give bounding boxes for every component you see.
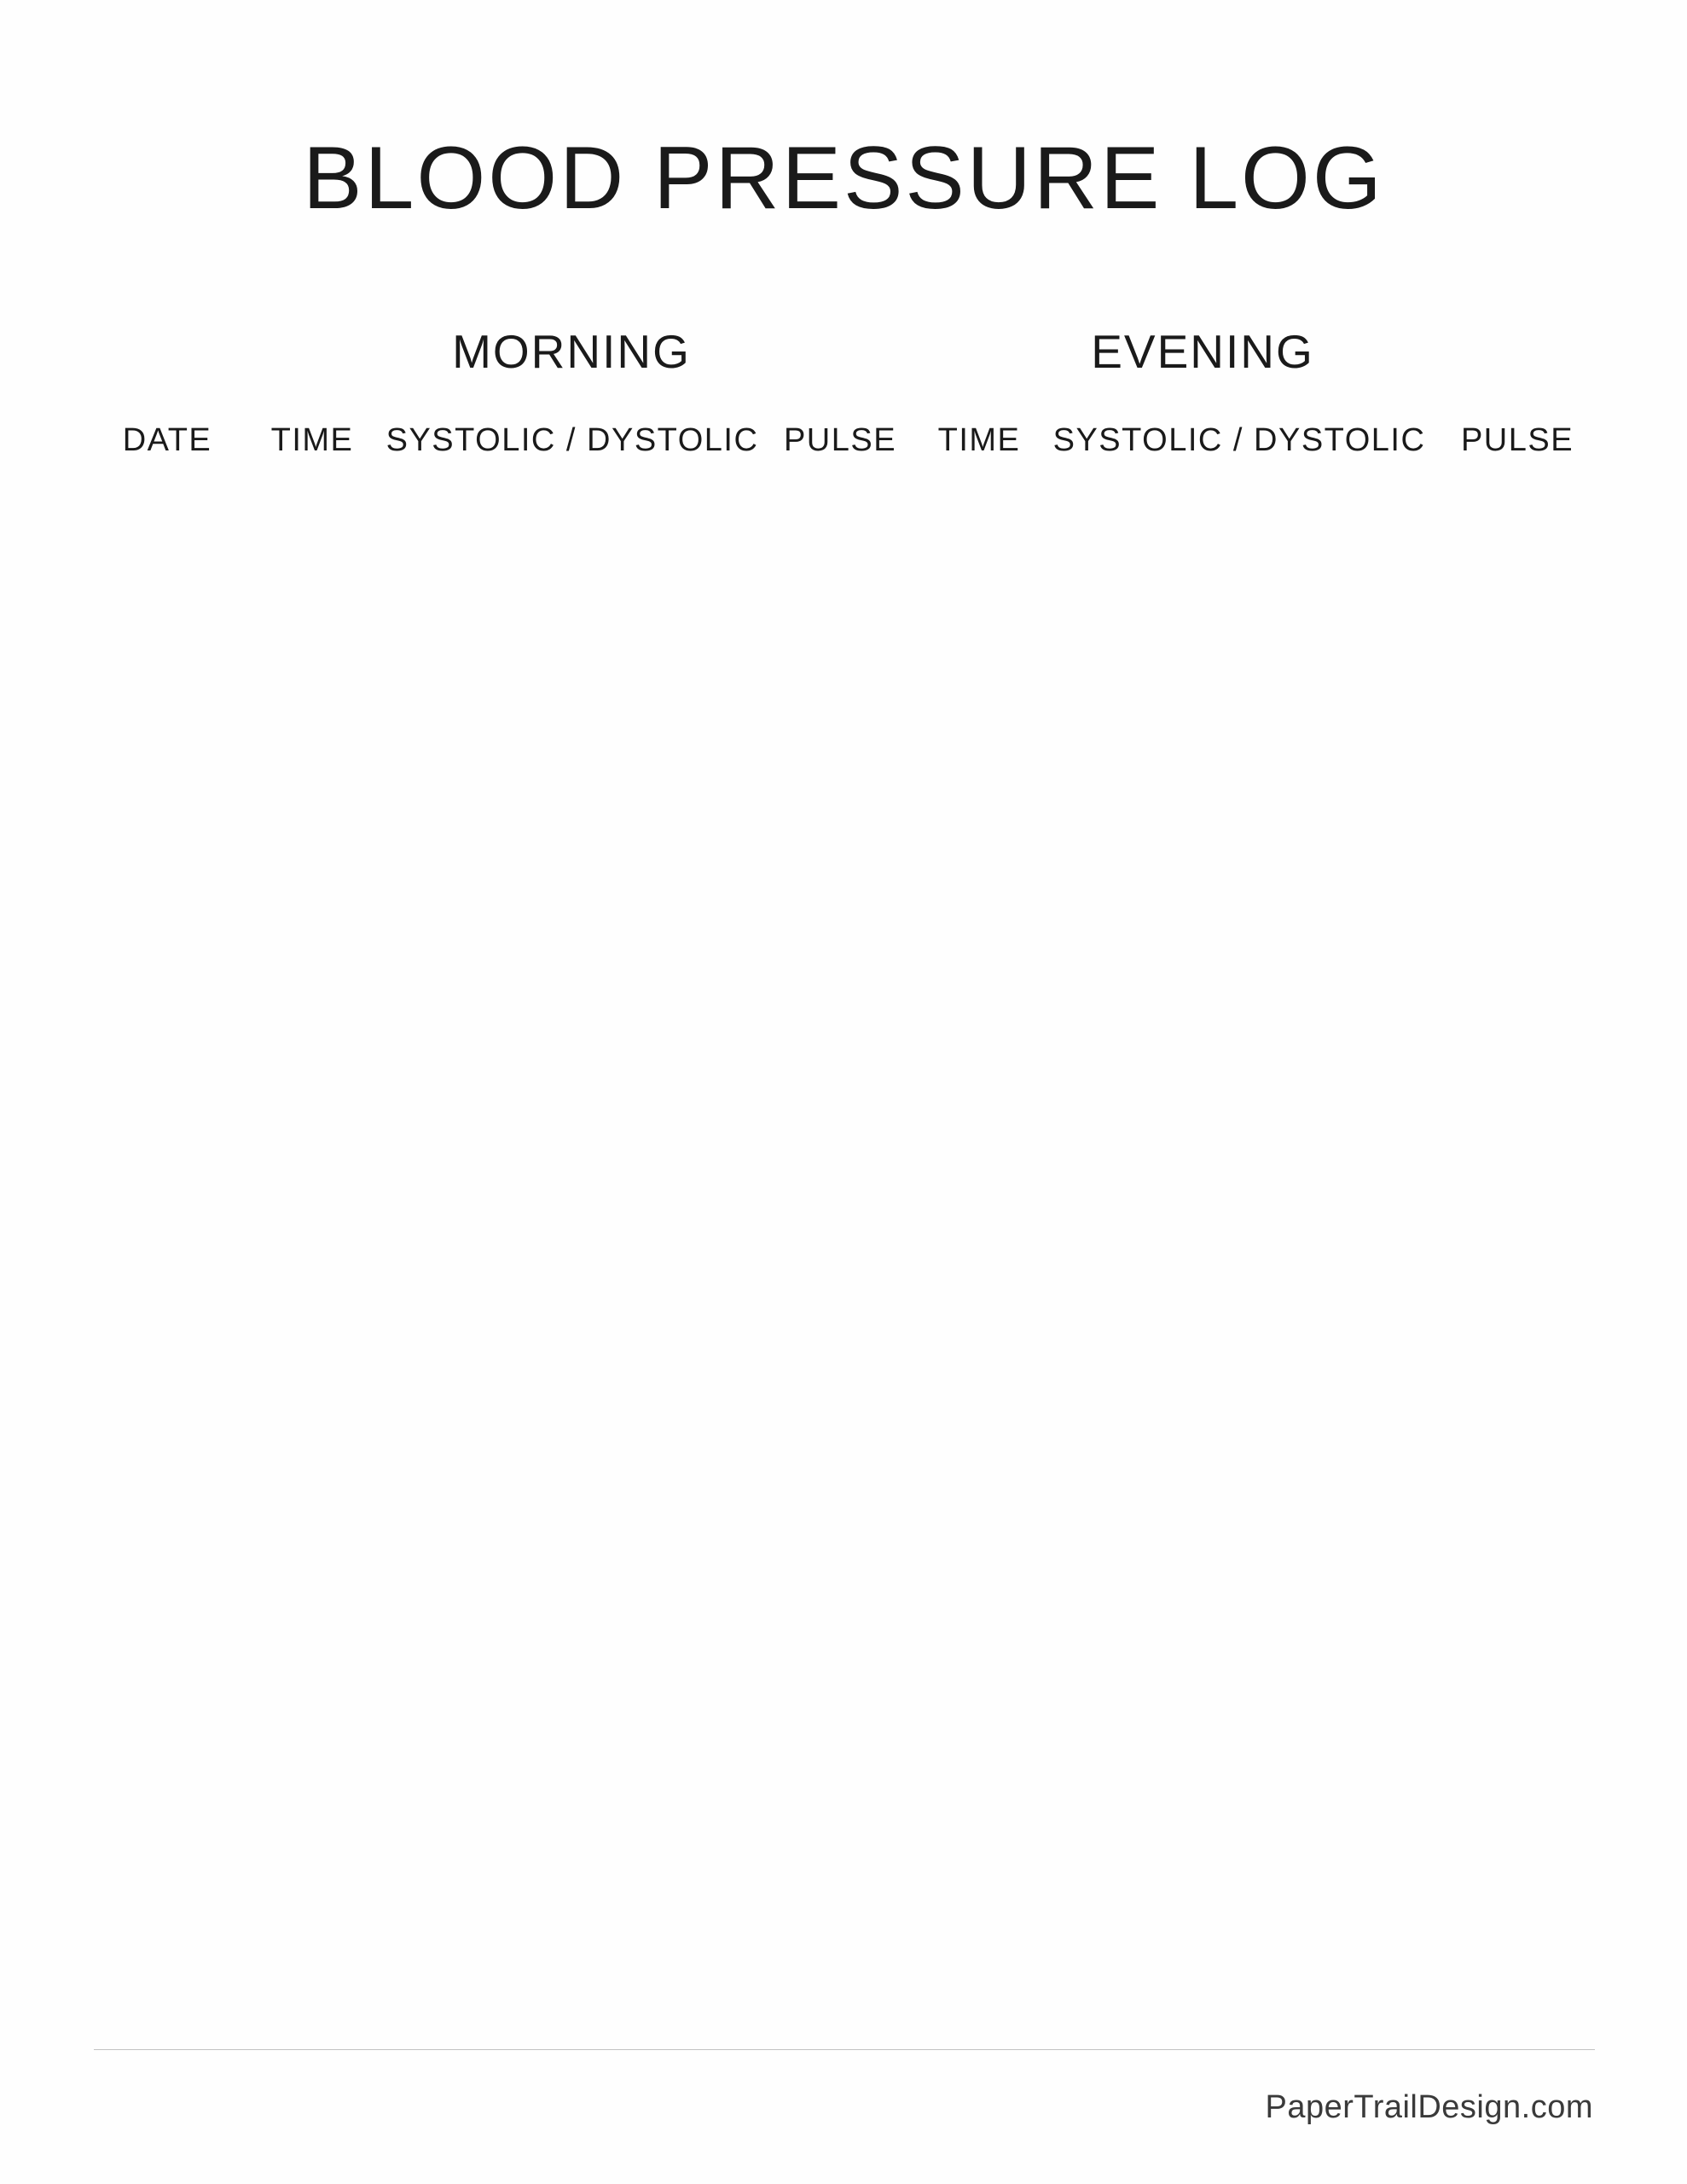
- cell-date[interactable]: [94, 1102, 241, 1165]
- cell-date[interactable]: [94, 597, 241, 660]
- cell-separator-2: [907, 1481, 919, 1544]
- cell-evening-time[interactable]: [919, 1860, 1039, 1923]
- cell-evening-time[interactable]: [919, 1923, 1039, 1986]
- cell-morning-reading[interactable]: [372, 1923, 773, 1986]
- cell-evening-time[interactable]: [919, 1165, 1039, 1228]
- cell-separator-1: [241, 471, 252, 534]
- cell-evening-pulse[interactable]: [1440, 1228, 1595, 1292]
- cell-morning-reading[interactable]: [372, 787, 773, 850]
- table-row[interactable]: [94, 1923, 1595, 1986]
- column-header-evening-pulse: PULSE: [1460, 421, 1574, 458]
- cell-evening-time[interactable]: [919, 1607, 1039, 1670]
- cell-evening-pulse[interactable]: [1440, 597, 1595, 660]
- cell-morning-pulse[interactable]: [773, 1355, 907, 1418]
- table-row[interactable]: [94, 1165, 1595, 1228]
- cell-morning-reading[interactable]: [372, 534, 773, 597]
- cell-morning-pulse[interactable]: [773, 787, 907, 850]
- cell-morning-time[interactable]: [252, 913, 372, 976]
- cell-separator-2: [907, 850, 919, 913]
- cell-evening-time[interactable]: [919, 1292, 1039, 1355]
- cell-evening-pulse[interactable]: [1440, 1165, 1595, 1228]
- cell-morning-time[interactable]: [252, 1418, 372, 1481]
- cell-morning-pulse[interactable]: [773, 1607, 907, 1670]
- cell-evening-reading[interactable]: [1039, 1607, 1440, 1670]
- section-heading-evening: EVENING: [1091, 325, 1314, 378]
- cell-morning-pulse[interactable]: [773, 1292, 907, 1355]
- cell-morning-pulse[interactable]: [773, 1039, 907, 1102]
- cell-date[interactable]: [94, 976, 241, 1039]
- cell-evening-reading[interactable]: [1039, 1670, 1440, 1734]
- cell-separator-2: [907, 1607, 919, 1670]
- cell-evening-pulse[interactable]: [1440, 1292, 1595, 1355]
- cell-morning-pulse[interactable]: [773, 597, 907, 660]
- cell-date[interactable]: [94, 850, 241, 913]
- cell-evening-pulse[interactable]: [1440, 1355, 1595, 1418]
- cell-date[interactable]: [94, 1165, 241, 1228]
- table-row[interactable]: [94, 1860, 1595, 1923]
- cell-separator-1: [241, 1607, 252, 1670]
- table-header: [94, 410, 1595, 471]
- cell-evening-pulse[interactable]: [1440, 1670, 1595, 1734]
- cell-date[interactable]: [94, 1607, 241, 1670]
- cell-morning-time[interactable]: [252, 1355, 372, 1418]
- cell-morning-time[interactable]: [252, 1228, 372, 1292]
- cell-separator-2: [907, 660, 919, 723]
- cell-separator-2: [907, 1544, 919, 1607]
- column-header-morning-pulse: PULSE: [783, 421, 897, 458]
- cell-evening-reading[interactable]: [1039, 471, 1440, 534]
- cell-morning-pulse[interactable]: [773, 976, 907, 1039]
- cell-morning-time[interactable]: [252, 1165, 372, 1228]
- cell-evening-pulse[interactable]: [1440, 787, 1595, 850]
- cell-evening-time[interactable]: [919, 787, 1039, 850]
- cell-date[interactable]: [94, 1418, 241, 1481]
- table-row[interactable]: [94, 787, 1595, 850]
- cell-separator-1: [241, 723, 252, 787]
- cell-date[interactable]: [94, 1355, 241, 1418]
- cell-morning-time[interactable]: [252, 1670, 372, 1734]
- cell-date[interactable]: [94, 471, 241, 534]
- cell-separator-1: [241, 850, 252, 913]
- cell-separator-1: [241, 976, 252, 1039]
- cell-morning-pulse[interactable]: [773, 1797, 907, 1860]
- cell-morning-reading[interactable]: [372, 1418, 773, 1481]
- cell-separator-1: [241, 787, 252, 850]
- cell-evening-reading[interactable]: [1039, 1102, 1440, 1165]
- cell-evening-time[interactable]: [919, 913, 1039, 976]
- cell-morning-reading[interactable]: [372, 976, 773, 1039]
- table-row[interactable]: [94, 1481, 1595, 1544]
- table-row[interactable]: [94, 597, 1595, 660]
- table-row[interactable]: [94, 660, 1595, 723]
- cell-date[interactable]: [94, 1734, 241, 1797]
- cell-morning-time[interactable]: [252, 723, 372, 787]
- cell-date[interactable]: [94, 1797, 241, 1860]
- cell-morning-pulse[interactable]: [773, 1228, 907, 1292]
- cell-evening-reading[interactable]: [1039, 1292, 1440, 1355]
- cell-evening-reading[interactable]: [1039, 1923, 1440, 1986]
- column-separator-2: [907, 410, 919, 471]
- cell-evening-time[interactable]: [919, 1734, 1039, 1797]
- cell-date[interactable]: [94, 787, 241, 850]
- cell-morning-pulse[interactable]: [773, 534, 907, 597]
- cell-separator-1: [241, 1797, 252, 1860]
- table-row[interactable]: [94, 1607, 1595, 1670]
- cell-morning-reading[interactable]: [372, 1165, 773, 1228]
- cell-evening-pulse[interactable]: [1440, 850, 1595, 913]
- cell-morning-reading[interactable]: [372, 1228, 773, 1292]
- cell-morning-reading[interactable]: [372, 1355, 773, 1418]
- cell-evening-pulse[interactable]: [1440, 471, 1595, 534]
- cell-separator-2: [907, 1670, 919, 1734]
- cell-separator-2: [907, 1418, 919, 1481]
- table-header-row: [94, 410, 1595, 471]
- cell-evening-pulse[interactable]: [1440, 723, 1595, 787]
- cell-morning-reading[interactable]: [372, 1860, 773, 1923]
- cell-evening-pulse[interactable]: [1440, 1102, 1595, 1165]
- cell-separator-2: [907, 787, 919, 850]
- table-body: [94, 471, 1595, 2050]
- cell-evening-reading[interactable]: [1039, 913, 1440, 976]
- cell-separator-1: [241, 1544, 252, 1607]
- footer-credit: PaperTrailDesign.com: [1265, 2089, 1593, 2125]
- cell-date[interactable]: [94, 1860, 241, 1923]
- table-row[interactable]: [94, 913, 1595, 976]
- cell-morning-time[interactable]: [252, 1734, 372, 1797]
- cell-date[interactable]: [94, 534, 241, 597]
- cell-morning-time[interactable]: [252, 976, 372, 1039]
- cell-separator-2: [907, 1986, 919, 2050]
- cell-separator-1: [241, 1355, 252, 1418]
- cell-evening-reading[interactable]: [1039, 1986, 1440, 2050]
- table-row[interactable]: [94, 1797, 1595, 1860]
- section-heading-morning: MORNING: [452, 325, 691, 378]
- cell-evening-reading[interactable]: [1039, 787, 1440, 850]
- cell-morning-reading[interactable]: [372, 1986, 773, 2050]
- cell-evening-time[interactable]: [919, 1039, 1039, 1102]
- cell-evening-time[interactable]: [919, 1544, 1039, 1607]
- cell-evening-time[interactable]: [919, 976, 1039, 1039]
- cell-separator-2: [907, 1734, 919, 1797]
- cell-evening-pulse[interactable]: [1440, 1923, 1595, 1986]
- cell-morning-time[interactable]: [252, 1986, 372, 2050]
- cell-morning-time[interactable]: [252, 1797, 372, 1860]
- cell-morning-time[interactable]: [252, 850, 372, 913]
- cell-morning-time[interactable]: [252, 471, 372, 534]
- cell-morning-reading[interactable]: [372, 1102, 773, 1165]
- table-row[interactable]: [94, 1986, 1595, 2050]
- page-title: BLOOD PRESSURE LOG: [303, 129, 1384, 228]
- cell-evening-time[interactable]: [919, 1228, 1039, 1292]
- cell-evening-time[interactable]: [919, 850, 1039, 913]
- cell-separator-1: [241, 1165, 252, 1228]
- cell-morning-pulse[interactable]: [773, 1860, 907, 1923]
- cell-morning-pulse[interactable]: [773, 1418, 907, 1481]
- table-row[interactable]: [94, 1355, 1595, 1418]
- cell-evening-time[interactable]: [919, 1986, 1039, 2050]
- cell-evening-pulse[interactable]: [1440, 1544, 1595, 1607]
- cell-morning-time[interactable]: [252, 534, 372, 597]
- cell-morning-pulse[interactable]: [773, 1102, 907, 1165]
- cell-evening-time[interactable]: [919, 723, 1039, 787]
- cell-evening-reading[interactable]: [1039, 976, 1440, 1039]
- column-header-evening-time: TIME: [937, 421, 1021, 458]
- cell-date[interactable]: [94, 1670, 241, 1734]
- cell-evening-reading[interactable]: [1039, 1418, 1440, 1481]
- cell-separator-1: [241, 1039, 252, 1102]
- cell-separator-1: [241, 1228, 252, 1292]
- cell-morning-time[interactable]: [252, 1923, 372, 1986]
- cell-morning-pulse[interactable]: [773, 1670, 907, 1734]
- table-row[interactable]: [94, 1418, 1595, 1481]
- cell-evening-pulse[interactable]: [1440, 1986, 1595, 2050]
- column-separator-1: [241, 410, 252, 471]
- cell-date[interactable]: [94, 723, 241, 787]
- cell-morning-pulse[interactable]: [773, 723, 907, 787]
- cell-evening-time[interactable]: [919, 1102, 1039, 1165]
- cell-evening-reading[interactable]: [1039, 660, 1440, 723]
- cell-evening-reading[interactable]: [1039, 1544, 1440, 1607]
- cell-evening-reading[interactable]: [1039, 597, 1440, 660]
- blood-pressure-table: [94, 410, 1595, 2050]
- cell-evening-time[interactable]: [919, 597, 1039, 660]
- cell-morning-reading[interactable]: [372, 660, 773, 723]
- cell-separator-2: [907, 1228, 919, 1292]
- cell-separator-2: [907, 1165, 919, 1228]
- cell-date[interactable]: [94, 1039, 241, 1102]
- cell-date[interactable]: [94, 1228, 241, 1292]
- cell-morning-reading[interactable]: [372, 913, 773, 976]
- cell-separator-1: [241, 1670, 252, 1734]
- cell-separator-2: [907, 1860, 919, 1923]
- cell-morning-pulse[interactable]: [773, 850, 907, 913]
- cell-separator-1: [241, 1734, 252, 1797]
- cell-separator-1: [241, 1986, 252, 2050]
- cell-date[interactable]: [94, 1986, 241, 2050]
- cell-separator-2: [907, 1797, 919, 1860]
- column-header-morning-reading: SYSTOLIC / DYSTOLIC: [386, 421, 759, 458]
- cell-evening-reading[interactable]: [1039, 534, 1440, 597]
- cell-morning-pulse[interactable]: [773, 660, 907, 723]
- cell-morning-reading[interactable]: [372, 1797, 773, 1860]
- cell-separator-2: [907, 1355, 919, 1418]
- cell-separator-2: [907, 1292, 919, 1355]
- cell-morning-time[interactable]: [252, 1607, 372, 1670]
- cell-evening-reading[interactable]: [1039, 723, 1440, 787]
- cell-evening-reading[interactable]: [1039, 1860, 1440, 1923]
- cell-morning-reading[interactable]: [372, 597, 773, 660]
- cell-morning-reading[interactable]: [372, 723, 773, 787]
- cell-morning-time[interactable]: [252, 1860, 372, 1923]
- cell-separator-2: [907, 976, 919, 1039]
- table-row[interactable]: [94, 534, 1595, 597]
- cell-evening-pulse[interactable]: [1440, 534, 1595, 597]
- column-header-morning-time: TIME: [270, 421, 354, 458]
- cell-morning-reading[interactable]: [372, 1292, 773, 1355]
- cell-evening-pulse[interactable]: [1440, 913, 1595, 976]
- cell-evening-pulse[interactable]: [1440, 660, 1595, 723]
- cell-evening-reading[interactable]: [1039, 1355, 1440, 1418]
- cell-morning-reading[interactable]: [372, 1544, 773, 1607]
- cell-evening-pulse[interactable]: [1440, 1039, 1595, 1102]
- cell-evening-time[interactable]: [919, 660, 1039, 723]
- cell-evening-time[interactable]: [919, 1481, 1039, 1544]
- cell-morning-time[interactable]: [252, 1039, 372, 1102]
- cell-morning-time[interactable]: [252, 787, 372, 850]
- cell-separator-1: [241, 1292, 252, 1355]
- table-row[interactable]: [94, 1544, 1595, 1607]
- table-row[interactable]: [94, 1670, 1595, 1734]
- cell-morning-reading[interactable]: [372, 1670, 773, 1734]
- cell-morning-pulse[interactable]: [773, 1923, 907, 1986]
- cell-morning-reading[interactable]: [372, 1607, 773, 1670]
- blood-pressure-table-wrapper: [94, 410, 1595, 2050]
- cell-separator-2: [907, 471, 919, 534]
- cell-morning-time[interactable]: [252, 1102, 372, 1165]
- cell-separator-1: [241, 660, 252, 723]
- cell-separator-2: [907, 723, 919, 787]
- table-row[interactable]: [94, 1039, 1595, 1102]
- cell-morning-reading[interactable]: [372, 471, 773, 534]
- cell-morning-reading[interactable]: [372, 1734, 773, 1797]
- cell-date[interactable]: [94, 1544, 241, 1607]
- cell-separator-2: [907, 1039, 919, 1102]
- cell-morning-time[interactable]: [252, 597, 372, 660]
- table-row[interactable]: [94, 850, 1595, 913]
- cell-separator-2: [907, 597, 919, 660]
- cell-morning-pulse[interactable]: [773, 913, 907, 976]
- cell-separator-1: [241, 1860, 252, 1923]
- cell-evening-time[interactable]: [919, 1797, 1039, 1860]
- table-row[interactable]: [94, 723, 1595, 787]
- cell-morning-pulse[interactable]: [773, 1734, 907, 1797]
- cell-date[interactable]: [94, 1923, 241, 1986]
- cell-morning-reading[interactable]: [372, 850, 773, 913]
- table-row[interactable]: [94, 976, 1595, 1039]
- table-row[interactable]: [94, 1228, 1595, 1292]
- cell-morning-time[interactable]: [252, 660, 372, 723]
- cell-evening-pulse[interactable]: [1440, 1481, 1595, 1544]
- cell-evening-time[interactable]: [919, 1355, 1039, 1418]
- cell-separator-1: [241, 534, 252, 597]
- cell-morning-reading[interactable]: [372, 1481, 773, 1544]
- cell-separator-1: [241, 1418, 252, 1481]
- cell-separator-2: [907, 1923, 919, 1986]
- cell-evening-reading[interactable]: [1039, 1228, 1440, 1292]
- cell-separator-1: [241, 597, 252, 660]
- table-row[interactable]: [94, 1734, 1595, 1797]
- column-header-date: DATE: [122, 421, 212, 458]
- cell-evening-time[interactable]: [919, 1670, 1039, 1734]
- cell-morning-time[interactable]: [252, 1292, 372, 1355]
- cell-separator-1: [241, 1923, 252, 1986]
- table-row[interactable]: [94, 471, 1595, 534]
- cell-morning-pulse[interactable]: [773, 1986, 907, 2050]
- cell-evening-reading[interactable]: [1039, 1039, 1440, 1102]
- cell-evening-time[interactable]: [919, 1418, 1039, 1481]
- cell-evening-pulse[interactable]: [1440, 1860, 1595, 1923]
- cell-morning-reading[interactable]: [372, 1039, 773, 1102]
- cell-separator-1: [241, 1102, 252, 1165]
- cell-morning-pulse[interactable]: [773, 1165, 907, 1228]
- cell-date[interactable]: [94, 660, 241, 723]
- column-header-evening-reading: SYSTOLIC / DYSTOLIC: [1052, 421, 1426, 458]
- cell-separator-2: [907, 913, 919, 976]
- table-row[interactable]: [94, 1102, 1595, 1165]
- table-row[interactable]: [94, 1292, 1595, 1355]
- cell-morning-pulse[interactable]: [773, 471, 907, 534]
- cell-evening-pulse[interactable]: [1440, 1734, 1595, 1797]
- cell-evening-pulse[interactable]: [1440, 1797, 1595, 1860]
- cell-evening-pulse[interactable]: [1440, 1607, 1595, 1670]
- cell-date[interactable]: [94, 1481, 241, 1544]
- cell-separator-2: [907, 1102, 919, 1165]
- cell-date[interactable]: [94, 1292, 241, 1355]
- cell-morning-pulse[interactable]: [773, 1481, 907, 1544]
- cell-evening-reading[interactable]: [1039, 1797, 1440, 1860]
- cell-separator-1: [241, 1481, 252, 1544]
- cell-evening-pulse[interactable]: [1440, 1418, 1595, 1481]
- cell-evening-reading[interactable]: [1039, 1481, 1440, 1544]
- cell-evening-reading[interactable]: [1039, 1165, 1440, 1228]
- cell-evening-time[interactable]: [919, 471, 1039, 534]
- cell-morning-time[interactable]: [252, 1481, 372, 1544]
- cell-evening-pulse[interactable]: [1440, 976, 1595, 1039]
- cell-separator-2: [907, 534, 919, 597]
- cell-morning-time[interactable]: [252, 1544, 372, 1607]
- cell-date[interactable]: [94, 913, 241, 976]
- cell-morning-pulse[interactable]: [773, 1544, 907, 1607]
- cell-evening-time[interactable]: [919, 534, 1039, 597]
- cell-evening-reading[interactable]: [1039, 1734, 1440, 1797]
- cell-separator-1: [241, 913, 252, 976]
- cell-evening-reading[interactable]: [1039, 850, 1440, 913]
